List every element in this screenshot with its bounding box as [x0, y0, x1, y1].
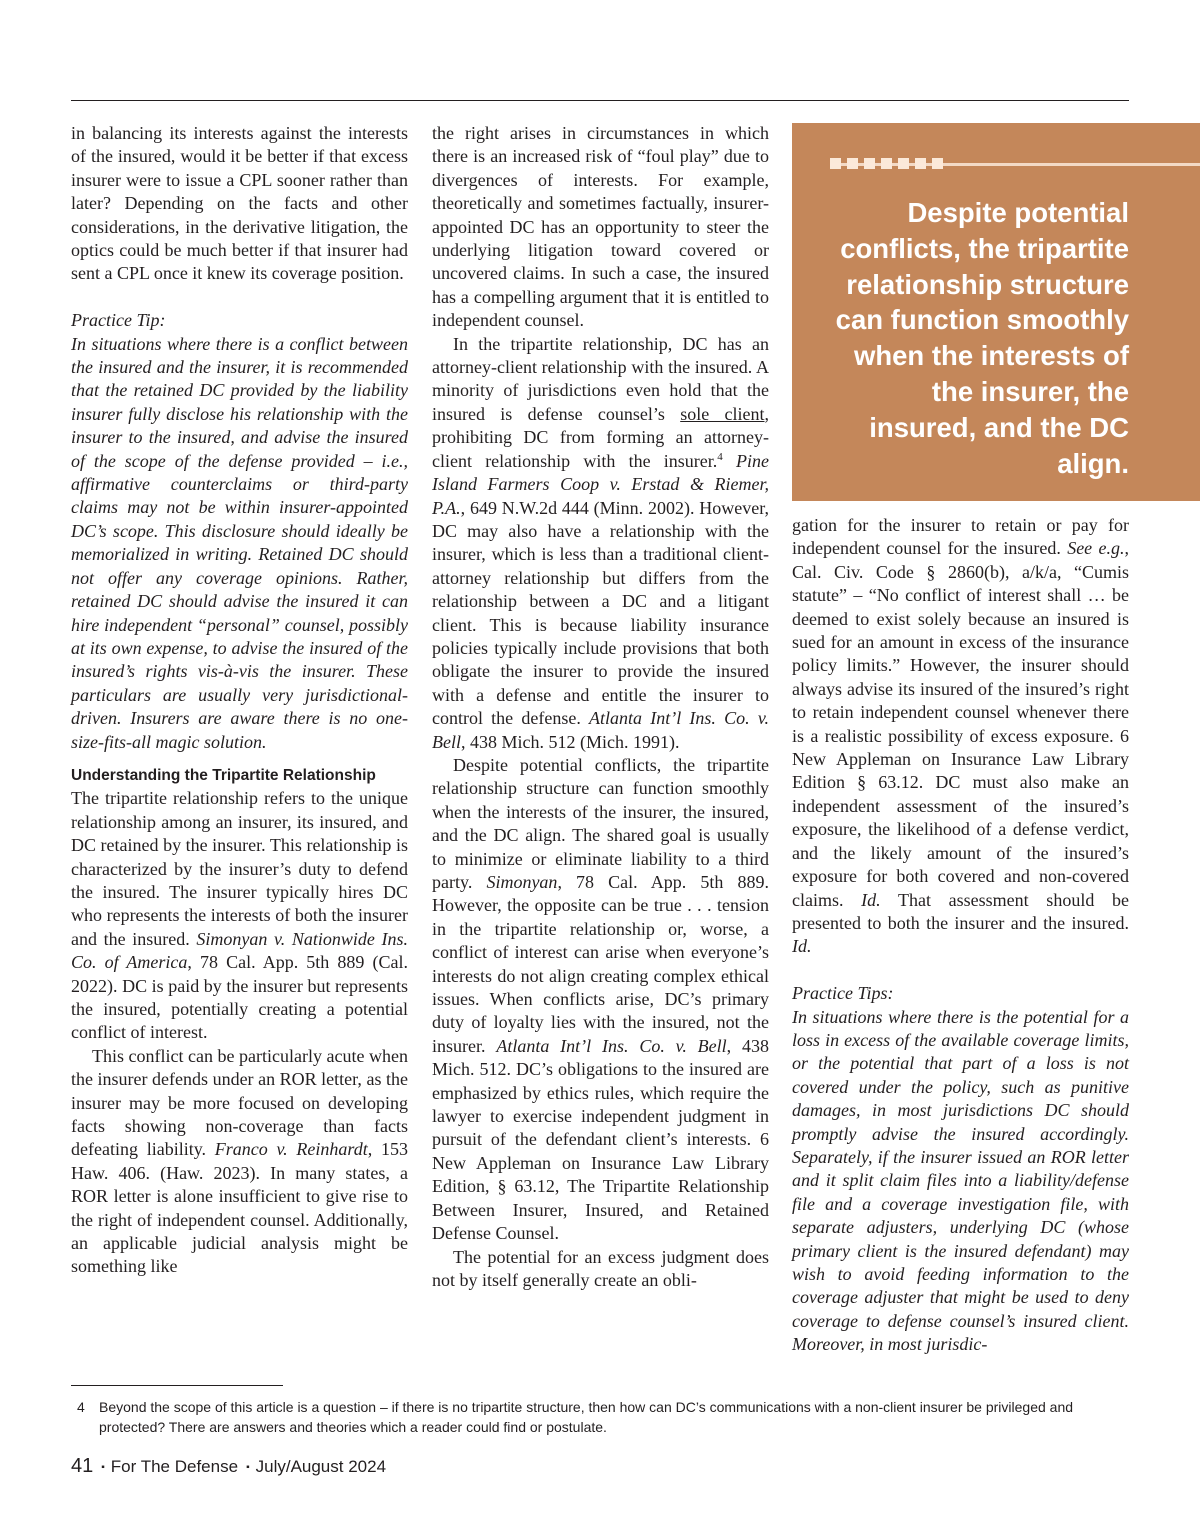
- bullet-separator: ▪: [246, 1462, 250, 1473]
- case-citation: Simonyan v. Nationwide Ins. Co. of America: [71, 928, 408, 973]
- paragraph: The potential for an excess judgment does not by itself generally create an obli-: [432, 1246, 769, 1290]
- column-2: [432, 122, 769, 1292]
- practice-tip-label: Practice Tip:: [71, 310, 166, 331]
- footnote-number: 4: [77, 1399, 85, 1415]
- practice-tips-text: In situations where there is the potential for a loss in excess of the available coverage limits, or the potential that part of a loss is not covered under the policy, such as punitive damages, in most jurisdictions DC should promptly advise the insured accordingly. Separately, if the insurer issued an ROR letter and it split claim files into a liability/defense file and a coverage investigation file, with separate adjusters, underlying DC (whose primary client is the insured defendant) may wish to avoid feeding information to the coverage adjuster that might be used to deny coverage to defense counsel’s insured client. Moreover, in most jurisdic-: [792, 1006, 1129, 1355]
- page-number: 41: [71, 1455, 94, 1477]
- paragraph: In the tripartite relationship, DC has an attorney-client relationship with the insured. A minority of jurisdictions even hold that the insured is defense counsel’s sole client, prohibiting DC from forming an attorney-client relationship with the insurer.$^4$ Pine Island Farmers Coop v. Erstad & Riemer, P.A., 649 N.W.2d 444 (Minn. 2002). However, DC may also have a relationship with the insurer, which is less than a traditional client-attorney relationship but differs from the relationship between a DC and a litigant client. This is because liability insurance policies typically include provisions that both obligate the insurer to provide the insured with a defense and entitle the insurer to control the defense. Atlanta Int’l Ins. Co. v. Bell, 438 Mich. 512 (Mich. 1991).: [432, 333, 769, 752]
- paragraph: Despite potential conflicts, the tripartite relationship structure can function smoothly when the interests of the insurer, the insured, and the DC align. The shared goal is usually to minimize or eliminate liability to a third party. Simonyan, 78 Cal. App. 5th 889. However, the opposite can be true . . . tension in the tripartite relationship or, worse, a conflict of interest can arise when everyone’s interests do not align creating complex ethical issues. When conflicts arise, DC’s primary duty of loyalty lies with the insured, not the insurer. Atlanta Int’l Ins. Co. v. Bell, 438 Mich. 512. DC’s obligations to the insured are emphasized by ethics rules, which require the lawyer to exercise independent judgment in pursuit of the defendant client’s interests. 6 New Appleman on Insurance Law Library Edition, § 63.12, The Tripartite Relationship Between Insurer, Insured, and Retained Defense Counsel.: [432, 754, 769, 1244]
- column-3: [792, 514, 1129, 1357]
- page-footer: [71, 1455, 386, 1479]
- column-1: [71, 122, 408, 1279]
- case-citation: Simonyan: [486, 872, 558, 892]
- publication-name: For The Defense: [110, 1457, 239, 1476]
- dash-ornament: [830, 158, 1200, 172]
- underlined-term: sole client: [680, 403, 765, 424]
- case-citation: Atlanta Int’l Ins. Co. v. Bell: [496, 1035, 727, 1056]
- bullet-separator: ▪: [101, 1462, 105, 1473]
- practice-tips-label: Practice Tips:: [792, 983, 894, 1004]
- case-citation: Atlanta Int’l Ins. Co. v. Bell: [432, 708, 769, 752]
- practice-tip-text: In situations where there is a conflict between the insured and the insurer, it is recommended that the retained DC provided by the liability insurer fully disclose his relationship with the insurer to the insured, and advise the insured of the scope of the defense provided – i.e., affirmative counterclaims or third-party claims may not be within insurer-appointed DC’s scope. This disclosure should ideally be memorialized in writing. Retained DC should not offer any coverage opinions. Rather, retained DC should advise the insured it can hire independent “personal” counsel, possibly at its own expense, to advise the insured of the insured’s rights vis-à-vis the insurer. These particulars are usually very jurisdictional-driven. Insurers are aware there is no one-size-fits-all magic solution.: [71, 333, 408, 752]
- footnote-rule: [71, 1385, 283, 1386]
- pull-quote-text: Despite potential conflicts, the tripartite relationship structure can function smoothly when the interests of the insurer, the insured, and the DC align.: [835, 197, 1129, 479]
- paragraph: in balancing its interests against the interests of the insured, would it be better if that excess insurer were to issue a CPL sooner rather than later? Depending on the facts and other considerations, in the derivative litigation, the optics could be much better if that insurer had sent a CPL once it knew its coverage position.: [71, 123, 408, 284]
- paragraph: This conflict can be particularly acute when the insurer defends under an ROR letter, as the insurer may be more focused on developing facts showing non-coverage than facts defeating liability. Franco v. Reinhardt, 153 Haw. 406. (Haw. 2023). In many states, a ROR letter is alone insufficient to give rise to the right of independent counsel. Additionally, an applicable judicial analysis might be something like: [71, 1045, 409, 1277]
- issue-date: July/August 2024: [255, 1457, 387, 1476]
- paragraph: The tripartite relationship refers to the unique relationship among an insurer, its insured, and DC retained by the insurer. This relationship is characterized by the insurer’s duty to defend the insured. The insurer typically hires DC who represents the interests of both the insurer and the insured. Simonyan v. Nationwide Ins. Co. of America, 78 Cal. App. 5th 889 (Cal. 2022). DC is paid by the insurer but represents the insured, potentially creating a potential conflict of interest.: [71, 788, 408, 1043]
- pull-quote-box: [792, 123, 1200, 501]
- paragraph: gation for the insurer to retain or pay for independent counsel for the insured. See e.g., Cal. Civ. Code § 2860(b), a/k/a, “Cumis statute” – “No conflict of interest shall … be deemed to exist solely because an insured is sued for an amount in excess of the insurance policy limits.” However, the insurer should always advise its insured of the insured’s right to retain independent counsel whenever there is a realistic possibility of excess exposure. 6 New Appleman on Insurance Law Library Edition § 63.12. DC must also make an independent assessment of the insured’s exposure, the likelihood of a defense verdict, and the likely amount of the insured’s exposure for both covered and non-covered claims. Id. That assessment should be presented to both the insurer and the insured. Id.: [792, 515, 1130, 957]
- footnote-reference[interactable]: 4: [717, 450, 723, 463]
- case-citation: Franco v. Reinhardt: [214, 1139, 368, 1160]
- paragraph: the right arises in circumstances in which there is an increased risk of “foul play” due to divergences of interests. For example, theoretically and sometimes factually, insurer-appointed DC has an opportunity to steer the underlying litigation toward covered or uncovered claims. In such a case, the insured has a compelling argument that it is entitled to independent counsel.: [432, 123, 769, 331]
- section-heading: Understanding the Tripartite Relationship: [71, 766, 376, 784]
- header-rule: [71, 100, 1129, 101]
- footnote-text: Beyond the scope of this article is a question – if there is no tripartite structure, then how can DC’s communications with a non-client insurer be privileged and protected? There are answers and theories which a reader could find or postulate.: [99, 1399, 1074, 1435]
- footnote: [71, 1397, 1129, 1437]
- case-citation: Pine Island Farmers Coop v. Erstad & Riemer, P.A.: [432, 450, 769, 518]
